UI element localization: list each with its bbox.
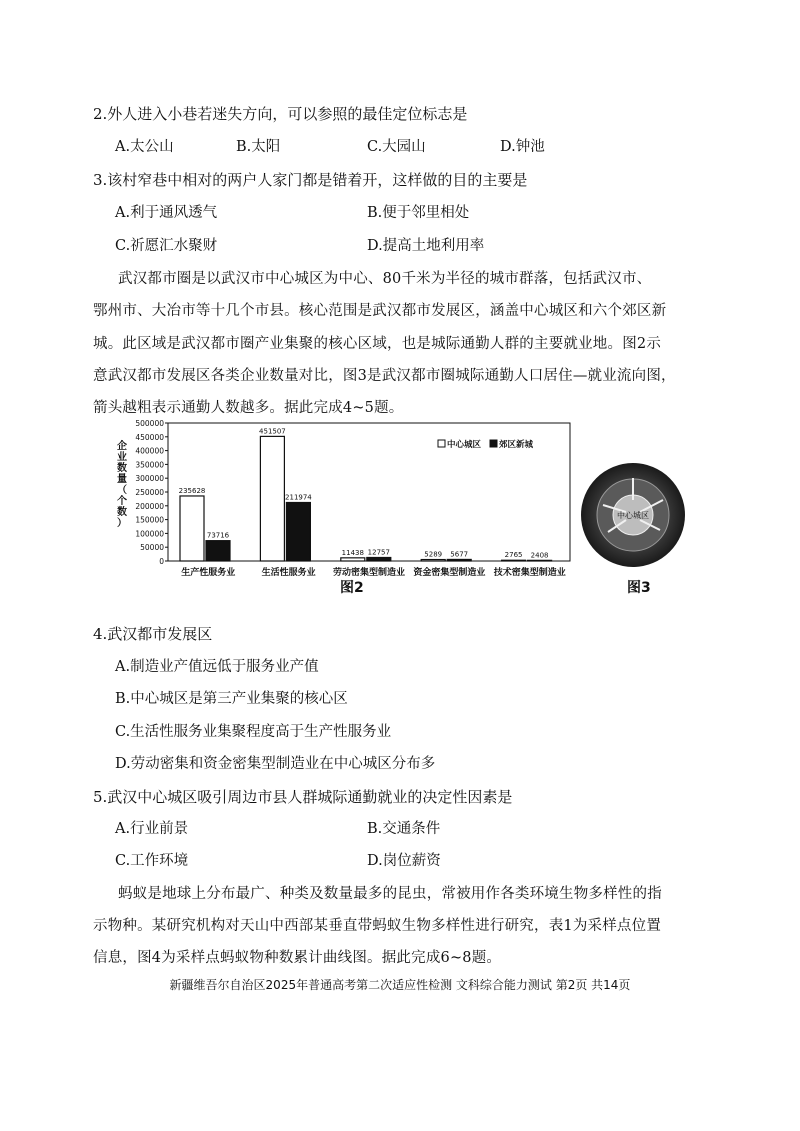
y-tick-label: 0 [159, 557, 164, 566]
y-axis-label-char: ） [117, 518, 127, 529]
q4-option-b: B.中心城区是第三产业集聚的核心区 [115, 691, 348, 707]
legend-label: 中心城区 [447, 440, 482, 450]
passage1-line-1: 武汉都市圈是以武汉市中心城区为中心、80千米为半径的城市群落，包括武汉市、 [118, 271, 652, 287]
passage2-line-2: 示物种。某研究机构对天山中西部某垂直带蚂蚁生物多样性进行研究，表1为采样点位置 [93, 918, 662, 934]
passage2-line-3: 信息，图4为采样点蚂蚁物种数累计曲线图。据此完成6~8题。 [93, 950, 502, 966]
q3-option-c: C.祈愿汇水聚财 [115, 238, 218, 254]
y-tick-label: 250000 [135, 488, 164, 497]
bar-central [260, 436, 284, 561]
y-axis-label-char: 企 [117, 441, 127, 452]
bar-value-label: 211974 [285, 493, 312, 502]
q5-option-b: B.交通条件 [367, 821, 441, 837]
bar-suburban [447, 559, 471, 561]
bar-central [502, 560, 526, 561]
y-axis-label-char: 数 [117, 507, 127, 518]
bar-suburban [286, 502, 310, 561]
bar-central [180, 496, 204, 561]
bar-suburban [367, 557, 391, 561]
bar-value-label: 235628 [178, 486, 206, 495]
bar-suburban [528, 560, 552, 561]
y-axis-label-char: 数 [117, 463, 127, 474]
q3-stem: 3.该村窄巷中相对的两户人家门都是错着开，这样做的目的主要是 [93, 171, 528, 189]
legend-swatch [438, 440, 445, 447]
bar-value-label: 73716 [206, 531, 230, 540]
passage2-line-1: 蚂蚁是地球上分布最广、种类及数量最多的昆虫，常被用作各类环境生物多样性的指 [118, 886, 662, 902]
q2-option-a: A.太公山 [115, 139, 174, 155]
passage1-line-2: 鄂州市、大冶市等十几个市县。核心范围是武汉都市发展区，涵盖中心城区和六个郊区新 [93, 303, 667, 319]
y-tick-label: 500000 [135, 419, 164, 428]
y-tick-label: 450000 [135, 432, 164, 442]
x-category-label: 技术密集型制造业 [493, 568, 566, 578]
y-tick-label: 350000 [135, 460, 164, 470]
passage1-line-3: 城。此区域是武汉都市圈产业集聚的核心区域，也是城际通勤人群的主要就业地。图2示 [93, 336, 662, 352]
figure3-center-label: 中心城区 [617, 511, 649, 520]
bar-central [421, 560, 445, 561]
y-axis-label-char: （ [117, 485, 127, 496]
y-tick-label: 300000 [135, 474, 164, 484]
legend-swatch [490, 440, 497, 447]
q5-option-a: A.行业前景 [115, 821, 189, 837]
figure2-caption: 图2 [340, 580, 364, 596]
bar-value-label: 12757 [367, 548, 390, 557]
bar-value-label: 451507 [259, 427, 286, 436]
passage1-line-4: 意武汉都市发展区各类企业数量对比，图3是武汉都市圈城际通勤人口居住—就业流向图， [93, 368, 676, 384]
x-category-label: 生产性服务业 [181, 568, 236, 578]
q3-option-d: D.提高土地利用率 [367, 238, 485, 254]
passage1-line-5: 箭头越粗表示通勤人数越多。据此完成4~5题。 [93, 400, 404, 416]
legend-label: 郊区新城 [499, 440, 534, 450]
bar-value-label: 11438 [341, 548, 364, 557]
bar-value-label: 2765 [504, 551, 523, 560]
q5-stem: 5.武汉中心城区吸引周边市县人群城际通勤就业的决定性因素是 [93, 788, 513, 806]
bar-value-label: 5289 [424, 550, 443, 559]
q3-option-b: B.便于邻里相处 [367, 205, 470, 221]
figure3-caption: 图3 [627, 580, 651, 596]
q4-stem: 4.武汉都市发展区 [93, 625, 213, 643]
y-tick-label: 150000 [135, 515, 164, 525]
y-tick-label: 200000 [135, 501, 164, 511]
bar-central [341, 558, 365, 561]
page-footer: 新疆维吾尔自治区2025年普通高考第二次适应性检测 文科综合能力测试 第2页 共14页 [169, 978, 631, 992]
q2-stem: 2.外人进入小巷若迷失方向，可以参照的最佳定位标志是 [93, 105, 468, 123]
q4-option-c: C.生活性服务业集聚程度高于生产性服务业 [115, 724, 392, 740]
y-tick-label: 50000 [140, 543, 164, 553]
q4-option-d: D.劳动密集和资金密集型制造业在中心城区分布多 [115, 756, 436, 772]
q2-option-c: C.大园山 [367, 139, 426, 155]
q4-option-a: A.制造业产值远低于服务业产值 [115, 659, 319, 675]
q5-option-c: C.工作环境 [115, 853, 189, 869]
x-category-label: 资金密集型制造业 [413, 568, 486, 578]
bar-value-label: 2408 [530, 551, 549, 560]
y-tick-label: 400000 [135, 446, 164, 456]
x-category-label: 生活性服务业 [261, 568, 316, 578]
figure3-commute-map [578, 460, 688, 570]
y-axis-label-char: 量 [117, 474, 127, 485]
bar-suburban [206, 541, 230, 561]
y-tick-label: 100000 [135, 529, 164, 539]
bar-value-label: 5677 [450, 550, 469, 559]
x-category-label: 劳动密集型制造业 [332, 568, 406, 578]
y-axis-label-char: 个 [117, 496, 127, 507]
q3-option-a: A.利于通风透气 [115, 205, 218, 221]
y-axis-label-char: 业 [117, 452, 127, 463]
q5-option-d: D.岗位薪资 [367, 853, 441, 869]
q2-option-b: B.太阳 [236, 139, 281, 155]
q2-option-d: D.钟池 [500, 139, 545, 155]
